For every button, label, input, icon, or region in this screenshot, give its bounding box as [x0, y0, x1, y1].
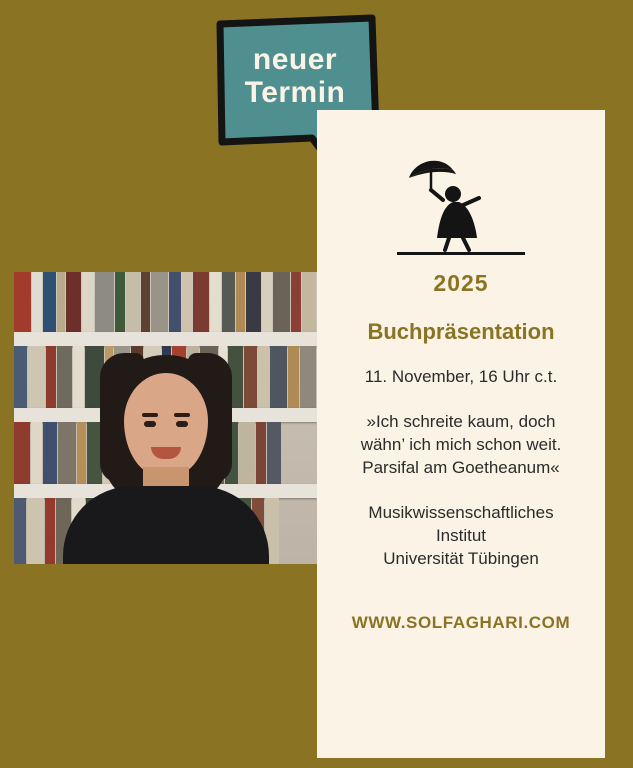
mouth-shape [151, 447, 181, 459]
badge-line-2: Termin [244, 76, 346, 109]
event-title [335, 411, 587, 480]
event-kind: Buchpräsentation [367, 319, 555, 344]
year-label: 2025 [433, 270, 489, 296]
event-title-line-3: Parsifal am Goetheanum« [362, 457, 560, 477]
event-title-line-1: »Ich schreite kaum, doch [366, 412, 556, 431]
umbrella-logo [381, 144, 541, 262]
event-venue-line-1: Musikwissenschaftliches [368, 502, 554, 522]
face-shape [124, 373, 208, 477]
books-row-1 [14, 272, 317, 332]
eyebrow-right [174, 413, 190, 417]
event-date: 11. November, 16 Uhr c.t. [364, 367, 558, 386]
torso-shape [63, 486, 269, 564]
event-venue [335, 502, 587, 571]
eyebrow-left [142, 413, 158, 417]
content-panel [317, 110, 605, 758]
website-link[interactable]: WWW.SOLFAGHARI.COM [351, 612, 571, 632]
eye-left [144, 421, 156, 427]
shelf-divider-1 [14, 332, 317, 346]
portrait-photo [14, 272, 317, 564]
eye-right [176, 421, 188, 427]
badge-line-1: neuer [252, 42, 338, 76]
person-with-umbrella-icon [381, 144, 541, 262]
portrait-subject [61, 349, 271, 564]
event-title-line-2: wähn’ ich mich schon weit. [360, 434, 562, 454]
event-venue-line-3: Universität Tübingen [383, 548, 539, 568]
event-venue-line-2: Institut [435, 525, 487, 545]
